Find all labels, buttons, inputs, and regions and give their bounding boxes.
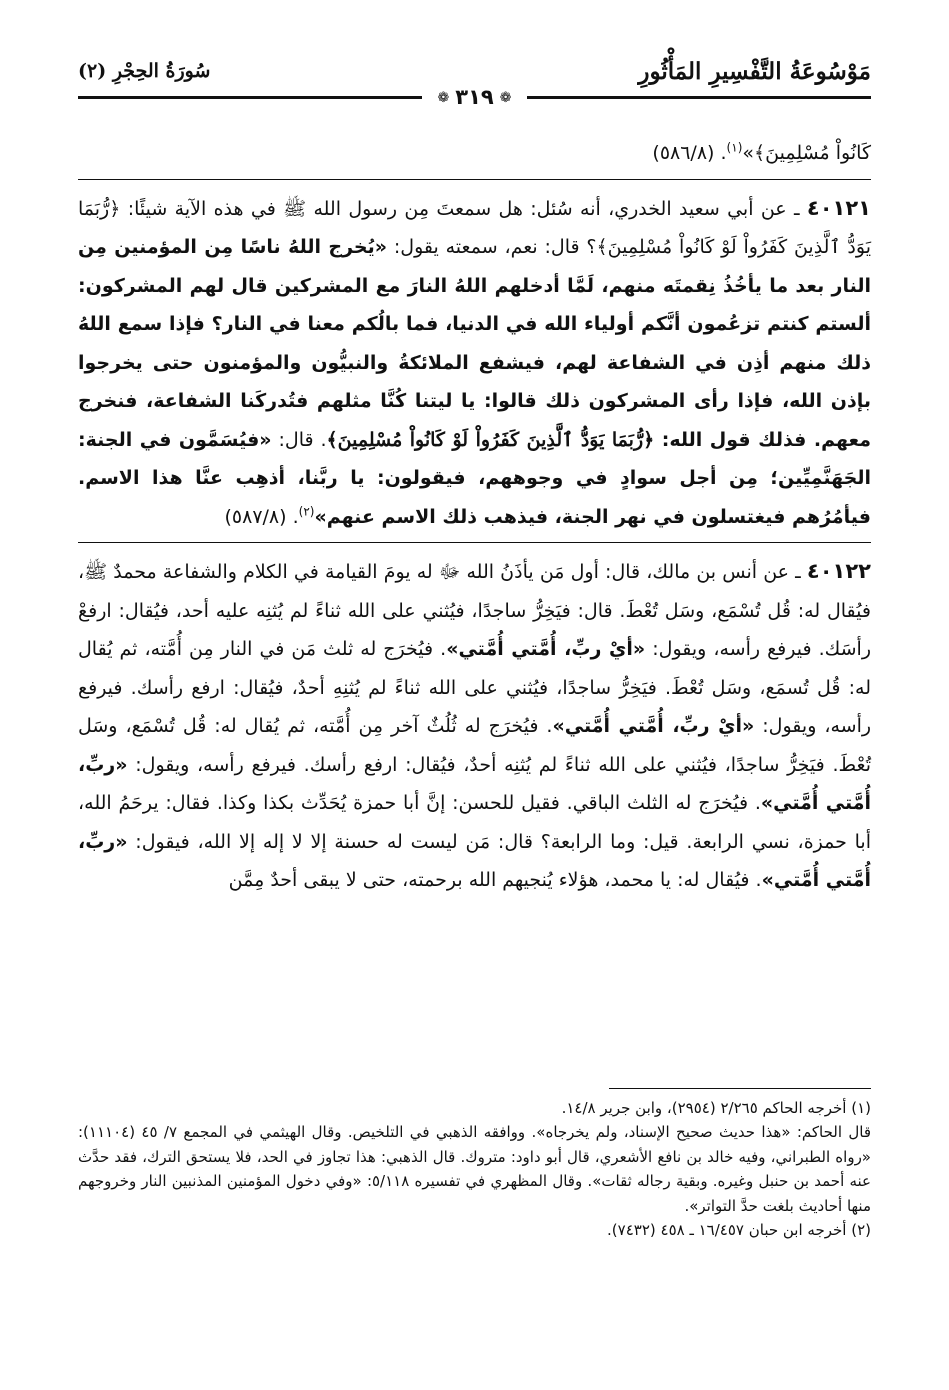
footnote-1: (١) أخرجه الحاكم ٢/٢٦٥ (٢٩٥٤)، وابن جرير ١٤/٨. [561, 1099, 871, 1117]
ornament-icon: ❁ [437, 90, 450, 106]
footnote-ref: (٢) [298, 504, 315, 519]
hadith-text: «يُخرج اللهُ ناسًا مِن المؤمنين مِن النار بعد ما يأخُذُ نِقمتَه منهم، لَمَّا أدخلهم اللهُ النارَ مع المشركين قال لهم المشركون: ألستم كنتم تزعُمون أنَّكم أولياء الله في الدنيا، فما بالُكم معنا في النار؟ فإذا سمع اللهُ ذلك منهم أذِن في الشفاعة لهم، فيشفع الملائكةُ والنبيُّون والمؤمنون حتى يخرجوا بإذن الله، فإذا رأى المشركون ذلك قالوا: يا ليتنا كُنَّا مثلهم فتُدركَنا الشفاعة، فنخرج معهم. فذلك قول الله: [78, 236, 872, 451]
entry-text: . فيُخرَج له الثلث الباقي. فقيل للحسن: إنَّ أبا حمزة يُحَدِّث بكذا وكذا. فقال: يرحَمُ الله، أبا حمزة، نسي الرابعة. قيل: وما الرابعة؟ قال: مَن ليست له حسنة إلا لا إله إلا الله، فيقول: [78, 792, 871, 853]
surah-title: سُورَةُ الحِجْرِ (٢) [78, 60, 211, 82]
footnote-ref: (١) [726, 140, 743, 155]
ornament-icon: ❁ [499, 90, 512, 106]
entry-text: . قال: [271, 428, 327, 451]
page-number-block [0, 84, 949, 112]
volume-reference: . (٥٨٧/٨) [224, 505, 299, 528]
footnote-rule [609, 1088, 871, 1089]
entry-text: . فيُخرَج له ثلث مَن في النار مِن أُمَّته، ثم يُقال له: قُل تُسمَع، وسَل تُعْطَ. فيَخِرُّ ساجدًا، فيُثني على الله ثناءً لم يُثنِهِ أحدٌ، فيُقال: ارفع رأسك. فيرفع رأسه، ويقول: [78, 638, 872, 737]
entry-divider [78, 179, 871, 180]
entry-intro: ـ عن أبي سعيد الخدري، أنه سُئل: هل سمعتَ مِن رسول الله ﷺ في هذه الآية شيئًا: [120, 197, 807, 220]
hadith-quote: «أيْ ربِّ، أُمَّتي أُمَّتي» [446, 638, 646, 660]
entry-text: ؟ قال: نعم، سمعته يقول: [387, 236, 597, 258]
verse-fragment: كَانُواْ مُسْلِمِينَ﴾ [754, 142, 871, 164]
book-title: مَوْسُوعَةُ التَّفْسِيرِ المَأْثُورِ [638, 58, 871, 85]
entry-divider [78, 542, 871, 543]
entry-number: ٤٠١٢٢ [806, 559, 871, 583]
footnote-2: (٢) أخرجه ابن حبان ١٦/٤٥٧ ـ ٤٥٨ (٧٤٣٢). [607, 1221, 871, 1240]
verse: ﴿رُّبَمَا يَوَدُّ ٱلَّذِينَ كَفَرُواْ لَوْ كَانُواْ مُسْلِمِينَ﴾ [78, 197, 871, 258]
entry-intro: ـ عن أنس بن مالك، قال: أول مَن يأذَنُ الله ﷻ له يومَ القيامة في الكلام والشفاعة محمدٌ ﷺ، فيُقال له: قُل تُسْمَع، وسَل تُعْطَ. قال: فيَخِرُّ ساجدًا، فيُثني على الله ثناءً لم يُثنِه عليه أحد، فيُقال: ارفعْ رأسَك. فيرفع رأسه، ويقول: [78, 561, 872, 660]
hadith-text: «فيُسَمَّون في الجنة: الجَهَنَّمِيِّين؛ مِن أجل سوادٍ في وجوههم، فيقولون: يا ربَّنا، أذهِب عنَّا هذا الاسم. فيأمُرُهم فيغتسلون في نهر الجنة، فيذهب ذلك الاسم عنهم» [78, 428, 871, 528]
footnotes [78, 1096, 871, 1242]
entry-number: ٤٠١٢١ [806, 195, 871, 220]
verse: ﴿رُّبَمَا يَوَدُّ ٱلَّذِينَ كَفَرُواْ لَوْ كَانُواْ مُسْلِمِينَ﴾ [326, 428, 655, 451]
quote-close: » [742, 142, 754, 164]
hadith-quote: «ربِّ، أُمَّتي أُمَّتي» [78, 830, 871, 891]
main-text [78, 134, 871, 900]
hadith-quote: «أيْ ربِّ، أُمَّتي أُمَّتي» [552, 715, 755, 737]
page-number [422, 84, 528, 111]
entry-text: . فيُخرَج له ثُلُثٌ آخر مِن أُمَّته، ثم يُقال له: قُل تُسْمَع، وسَل تُعْطَ. فيَخِرُّ ساجدًا، فيُثني على الله ثناءً لم يُثنِه أحدٌ، فيُقال: ارفع رأسك. فيرفع رأسه، ويقول: [78, 715, 871, 776]
entry-40122 [78, 552, 871, 900]
page-number-value: ٣١٩ [455, 85, 494, 109]
volume-reference: . (٥٨٦/٨) [652, 142, 727, 164]
entry-text: . فيُقال له: يا محمد، هؤلاء يُنجيهم الله برحمته، حتى لا يبقى أحدٌ مِمَّن [228, 869, 762, 891]
continuation-paragraph [78, 134, 871, 173]
hadith-quote: «ربِّ، أُمَّتي أُمَّتي» [78, 753, 872, 814]
footnote-1-note: قال الحاكم: «هذا حديث صحيح الإسناد، ولم يخرجاه». ووافقه الذهبي في التلخيص. وقال الهيثمي في المجمع ٧/ ٤٥ (١١١٠٤): «رواه الطبراني، وفيه خالد بن نافع الأشعري، قال أبو داود: متروك. قال الذهبي: هذا تجاوز في الحد، فلا يستحق الترك، فقد حدَّث عنه أحمد بن حنبل وغيره. وبقية رجاله ثقات». وقال المظهري في تفسيره ٥/١١٨: «وفي دخول المؤمنين المذنبين النار وخروجهم منها أحاديث بلغت حدَّ التواتر». [78, 1123, 871, 1215]
entry-40121 [78, 189, 871, 537]
